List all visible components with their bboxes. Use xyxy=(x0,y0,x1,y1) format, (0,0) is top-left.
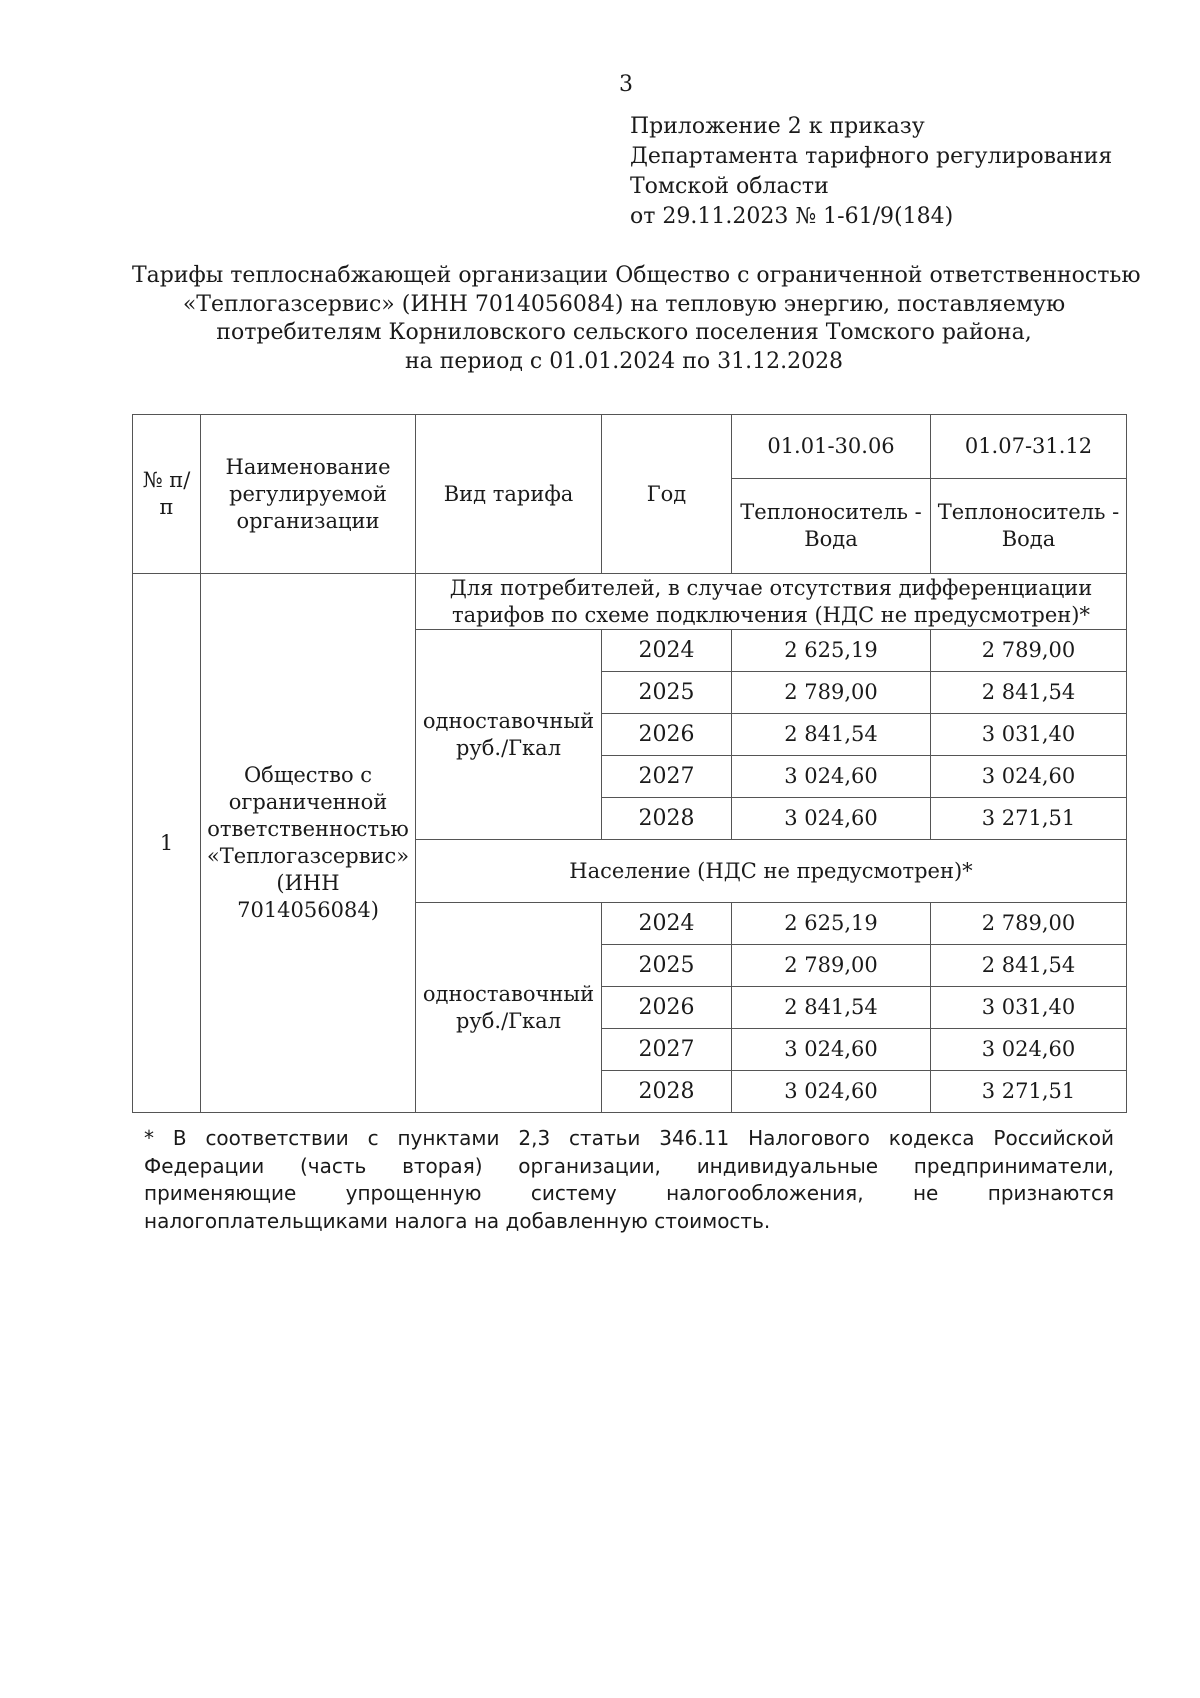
tariff-value-h1: 3 024,60 xyxy=(732,756,931,798)
tariff-value-h1: 2 841,54 xyxy=(732,987,931,1029)
tariff-value-h2: 2 789,00 xyxy=(931,903,1127,945)
section-title: Для потребителей, в случае отсутствия дифференциации тарифов по схеме подключения (НДС не предусмотрен)* xyxy=(416,574,1127,630)
header-year: Год xyxy=(602,415,732,574)
tariff-type: одноставочный руб./Гкал xyxy=(416,903,602,1113)
section-header-row xyxy=(133,574,1127,630)
tariff-value-h2: 2 789,00 xyxy=(931,630,1127,672)
section-title: Население (НДС не предусмотрен)* xyxy=(416,840,1127,903)
header-row xyxy=(133,415,1127,479)
header-org: Наименование регулируемой организации xyxy=(201,415,416,574)
title-line: потребителям Корниловского сельского поселения Томского района, xyxy=(216,320,1032,345)
tariff-value-h1: 2 625,19 xyxy=(732,903,931,945)
title-line: Тарифы теплоснабжающей организации Общество с ограниченной ответственностью xyxy=(132,263,1141,288)
tariff-value-h1: 3 024,60 xyxy=(732,1071,931,1113)
year-cell: 2026 xyxy=(602,987,732,1029)
row-number: 1 xyxy=(133,574,201,1113)
tariff-value-h2: 3 031,40 xyxy=(931,714,1127,756)
header-carrier-2: Теплоноситель - Вода xyxy=(931,479,1127,574)
header-num: № п/п xyxy=(133,415,201,574)
year-cell: 2024 xyxy=(602,630,732,672)
header-period-2: 01.07-31.12 xyxy=(931,415,1127,479)
tariff-value-h2: 3 031,40 xyxy=(931,987,1127,1029)
year-cell: 2027 xyxy=(602,756,732,798)
tariff-value-h2: 2 841,54 xyxy=(931,672,1127,714)
year-cell: 2028 xyxy=(602,1071,732,1113)
page-number: 3 xyxy=(619,72,633,97)
header-carrier-1: Теплоноситель - Вода xyxy=(732,479,931,574)
document-title xyxy=(132,262,1141,376)
year-cell: 2025 xyxy=(602,672,732,714)
appendix-line: Приложение 2 к приказу xyxy=(630,114,925,139)
appendix-line: Департамента тарифного регулирования xyxy=(630,144,1113,169)
tariff-value-h1: 3 024,60 xyxy=(732,1029,931,1071)
organization-name: Общество с ограниченной ответственностью «Теплогазсервис» (ИНН 7014056084) xyxy=(201,574,416,1113)
appendix-reference xyxy=(630,112,1112,232)
tariff-value-h2: 3 024,60 xyxy=(931,756,1127,798)
tariff-type: одноставочный руб./Гкал xyxy=(416,630,602,840)
tariff-value-h2: 2 841,54 xyxy=(931,945,1127,987)
tariff-value-h1: 2 625,19 xyxy=(732,630,931,672)
appendix-line: Томской области xyxy=(630,174,829,199)
year-cell: 2027 xyxy=(602,1029,732,1071)
tariff-table xyxy=(132,414,1127,1113)
header-period-1: 01.01-30.06 xyxy=(732,415,931,479)
title-line: «Теплогазсервис» (ИНН 7014056084) на тепловую энергию, поставляемую xyxy=(182,291,1066,317)
header-tariff-type: Вид тарифа xyxy=(416,415,602,574)
tariff-value-h1: 2 789,00 xyxy=(732,672,931,714)
year-cell: 2024 xyxy=(602,903,732,945)
tariff-value-h2: 3 271,51 xyxy=(931,1071,1127,1113)
title-line: на период с 01.01.2024 по 31.12.2028 xyxy=(404,348,844,374)
tariff-value-h2: 3 024,60 xyxy=(931,1029,1127,1071)
year-cell: 2025 xyxy=(602,945,732,987)
tariff-value-h1: 2 841,54 xyxy=(732,714,931,756)
year-cell: 2028 xyxy=(602,798,732,840)
tariff-value-h2: 3 271,51 xyxy=(931,798,1127,840)
tariff-value-h1: 3 024,60 xyxy=(732,798,931,840)
year-cell: 2026 xyxy=(602,714,732,756)
appendix-line: от 29.11.2023 № 1-61/9(184) xyxy=(630,204,954,229)
tariff-value-h1: 2 789,00 xyxy=(732,945,931,987)
footnote: * В соответствии с пунктами 2,3 статьи 346.11 Налогового кодекса Российской Федерации (часть вторая) организации, индивидуальные предприниматели, применяющие упрощенную систему налогообложения, не признаются налогоплательщиками налога на добавленную стоимость. xyxy=(144,1126,1114,1233)
